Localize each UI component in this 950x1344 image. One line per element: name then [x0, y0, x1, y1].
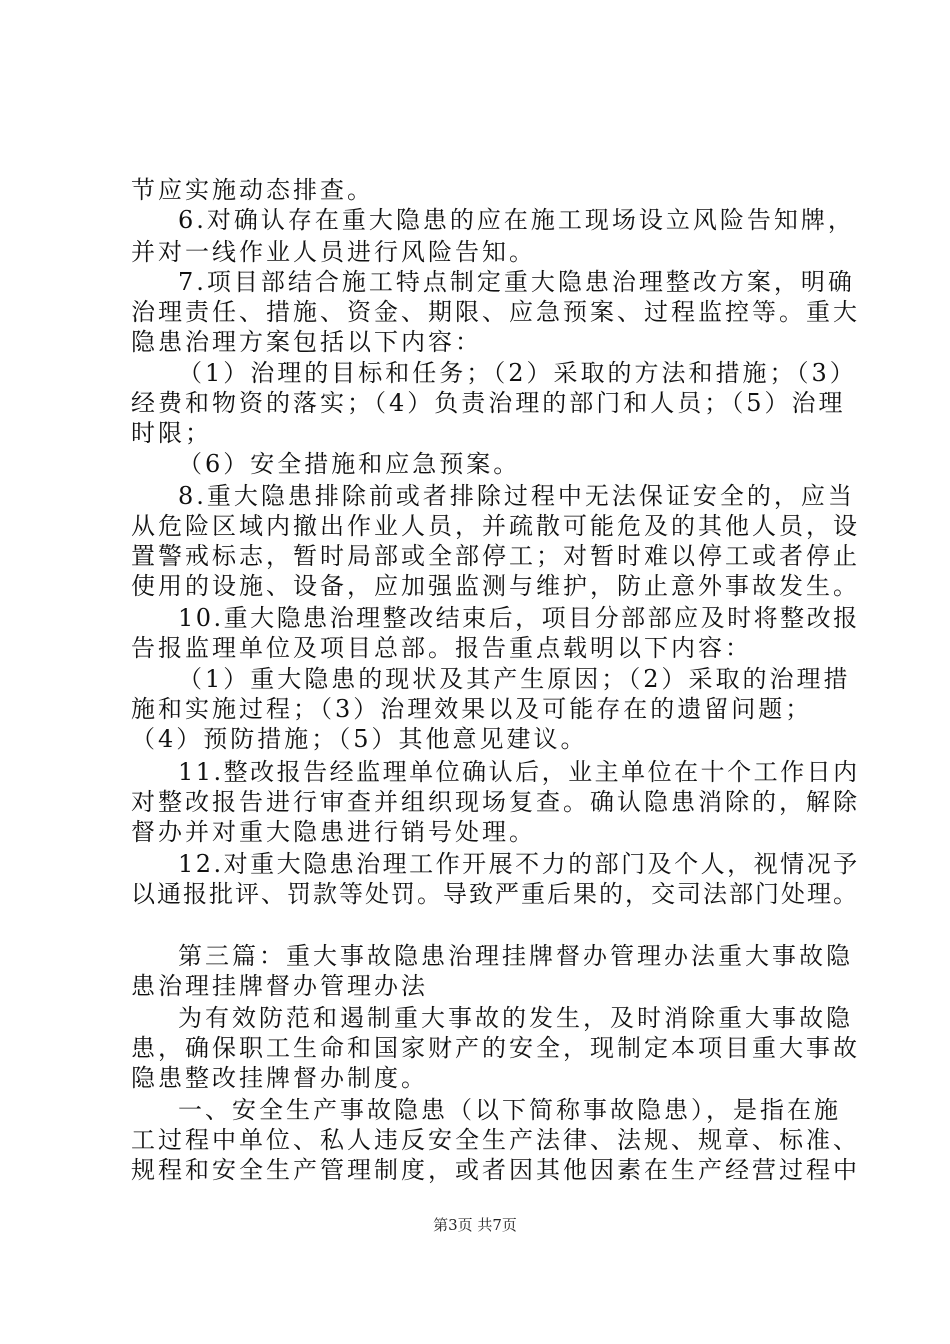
text-line: 从危险区域内撤出作业人员，并疏散可能危及的其他人员，设 — [131, 512, 860, 540]
text-line: （6）安全措施和应急预案。 — [178, 450, 521, 478]
text-line: 对整改报告进行审查并组织现场复查。确认隐患消除的，解除 — [131, 788, 860, 816]
page-number: 第3页 共7页 — [433, 1216, 517, 1234]
section-heading: 患治理挂牌督办管理办法 — [131, 972, 428, 1000]
text-line: 使用的设施、设备，应加强监测与维护，防止意外事故发生。 — [131, 572, 860, 600]
text-line: 10.重大隐患治理整改结束后，项目分部部应及时将整改报 — [178, 604, 860, 632]
text-line: 11.整改报告经监理单位确认后，业主单位在十个工作日内 — [178, 758, 860, 786]
text-line: 节应实施动态排查。 — [131, 176, 374, 204]
text-line: （1）重大隐患的现状及其产生原因；（2）采取的治理措 — [178, 665, 851, 693]
text-line: （1）治理的目标和任务；（2）采取的方法和措施；（3） — [178, 359, 857, 387]
text-line: 并对一线作业人员进行风险告知。 — [131, 238, 536, 266]
text-line: 6.对确认存在重大隐患的应在施工现场设立风险告知牌， — [178, 206, 855, 234]
text-line: 工过程中单位、私人违反安全生产法律、法规、规章、标准、 — [131, 1126, 860, 1154]
text-line: 置警戒标志，暂时局部或全部停工；对暂时难以停工或者停止 — [131, 542, 860, 570]
text-line: 督办并对重大隐患进行销号处理。 — [131, 818, 536, 846]
section-heading: 第三篇：重大事故隐患治理挂牌督办管理办法重大事故隐 — [178, 942, 853, 970]
text-line: 一、安全生产事故隐患（以下简称事故隐患），是指在施 — [178, 1096, 841, 1124]
text-line: 时限； — [131, 419, 212, 447]
text-line: 12.对重大隐患治理工作开展不力的部门及个人，视情况予 — [178, 850, 860, 878]
text-line: 规程和安全生产管理制度，或者因其他因素在生产经营过程中 — [131, 1156, 860, 1184]
text-line: 治理责任、措施、资金、期限、应急预案、过程监控等。重大 — [131, 298, 860, 326]
text-line: 经费和物资的落实；（4）负责治理的部门和人员；（5）治理 — [131, 389, 846, 417]
text-line: 隐患治理方案包括以下内容： — [131, 328, 482, 356]
text-line: （4）预防措施；（5）其他意见建议。 — [131, 725, 588, 753]
text-line: 告报监理单位及项目总部。报告重点载明以下内容： — [131, 634, 752, 662]
text-line: 隐患整改挂牌督办制度。 — [131, 1064, 428, 1092]
text-line: 施和实施过程；（3）治理效果以及可能存在的遗留问题； — [131, 695, 813, 723]
text-line: 以通报批评、罚款等处罚。导致严重后果的，交司法部门处理。 — [131, 880, 859, 908]
text-line: 患，确保职工生命和国家财产的安全，现制定本项目重大事故 — [131, 1034, 860, 1062]
text-line: 为有效防范和遏制重大事故的发生，及时消除重大事故隐 — [178, 1004, 853, 1032]
text-line: 8.重大隐患排除前或者排除过程中无法保证安全的，应当 — [178, 482, 855, 510]
text-line: 7.项目部结合施工特点制定重大隐患治理整改方案，明确 — [178, 268, 855, 296]
